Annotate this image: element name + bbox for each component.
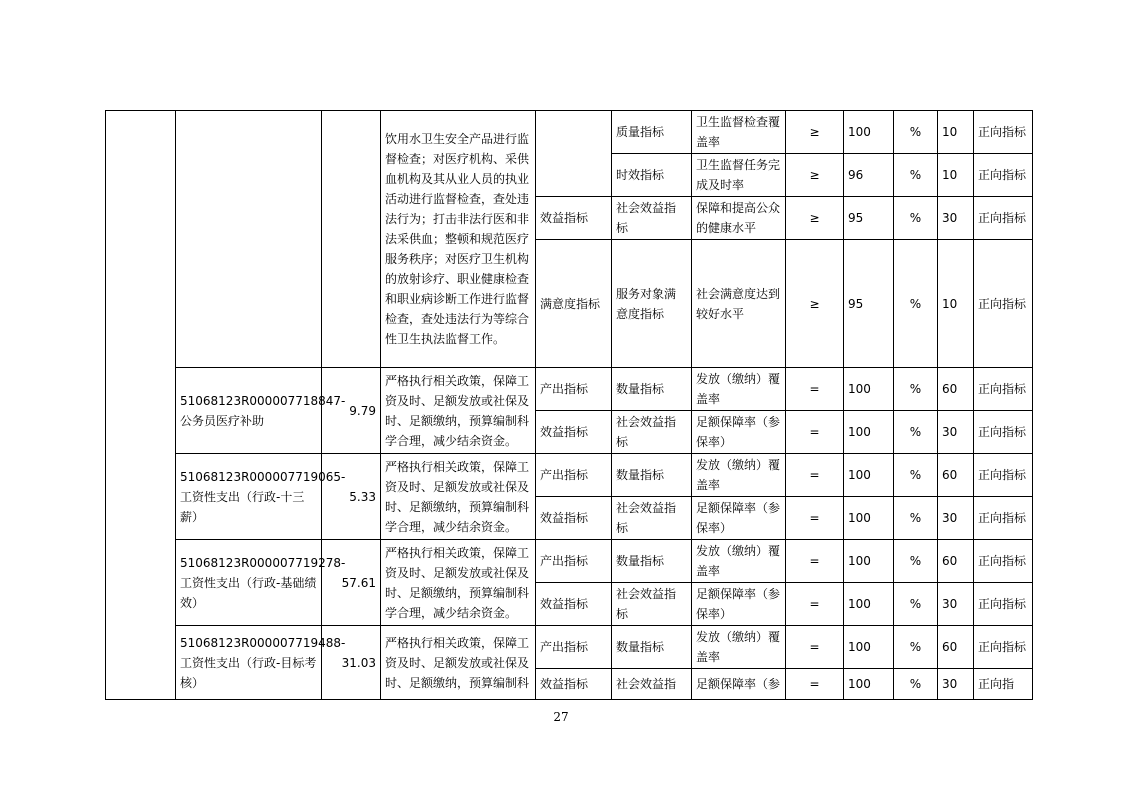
project-description: 严格执行相关政策，保障工资及时、足额发放或社保及时、足额缴纳，预算编制科 — [381, 626, 536, 700]
indicator-weight: 30 — [938, 583, 974, 626]
indicator-value: 100 — [844, 669, 894, 700]
indicator-operator: ≥ — [786, 240, 844, 368]
indicator-unit: % — [894, 583, 938, 626]
indicator-operator: = — [786, 411, 844, 454]
indicator-level2: 数量指标 — [612, 626, 692, 669]
indicator-operator: ≥ — [786, 197, 844, 240]
indicator-unit: % — [894, 368, 938, 411]
indicator-weight: 60 — [938, 454, 974, 497]
indicator-direction: 正向指标 — [974, 626, 1033, 669]
indicator-level3: 发放（缴纳）覆盖率 — [692, 368, 786, 411]
indicator-value: 100 — [844, 111, 894, 154]
indicator-unit: % — [894, 240, 938, 368]
indicator-direction: 正向指标 — [974, 240, 1033, 368]
indicator-operator: = — [786, 454, 844, 497]
indicator-level3: 发放（缴纳）覆盖率 — [692, 454, 786, 497]
indicator-level2: 社会效益指 — [612, 669, 692, 700]
indicator-level2: 数量指标 — [612, 368, 692, 411]
project-description: 严格执行相关政策，保障工资及时、足额发放或社保及时、足额缴纳，预算编制科学合理，减少结余资金。 — [381, 454, 536, 540]
indicator-direction: 正向指标 — [974, 368, 1033, 411]
indicator-direction: 正向指标 — [974, 197, 1033, 240]
indicator-unit: % — [894, 540, 938, 583]
indicator-value: 100 — [844, 368, 894, 411]
indicator-level2: 时效指标 — [612, 154, 692, 197]
indicator-operator: = — [786, 497, 844, 540]
indicator-value: 100 — [844, 411, 894, 454]
indicator-weight: 60 — [938, 626, 974, 669]
project-name: 51068123R000007719488-工资性支出（行政-目标考核） — [176, 626, 322, 700]
indicator-level1: 产出指标 — [536, 540, 612, 583]
indicator-level3: 发放（缴纳）覆盖率 — [692, 540, 786, 583]
indicator-value: 95 — [844, 240, 894, 368]
indicator-weight: 30 — [938, 669, 974, 700]
project-amount: 9.79 — [322, 368, 381, 454]
indicator-level2: 社会效益指标 — [612, 583, 692, 626]
table-row — [106, 111, 1033, 154]
indicator-value: 95 — [844, 197, 894, 240]
indicator-level2: 服务对象满意度指标 — [612, 240, 692, 368]
indicator-unit: % — [894, 454, 938, 497]
indicator-level2: 社会效益指标 — [612, 497, 692, 540]
indicator-direction: 正向指标 — [974, 154, 1033, 197]
indicator-level3: 足额保障率（参保率） — [692, 583, 786, 626]
page-number: 27 — [553, 710, 569, 724]
indicator-weight: 30 — [938, 197, 974, 240]
project-description: 严格执行相关政策，保障工资及时、足额发放或社保及时、足额缴纳，预算编制科学合理，减少结余资金。 — [381, 368, 536, 454]
indicator-operator: = — [786, 540, 844, 583]
indicator-value: 96 — [844, 154, 894, 197]
indicator-level2: 质量指标 — [612, 111, 692, 154]
indicator-level2: 数量指标 — [612, 540, 692, 583]
indicator-level3: 发放（缴纳）覆盖率 — [692, 626, 786, 669]
indicator-weight: 60 — [938, 540, 974, 583]
indicator-weight: 10 — [938, 154, 974, 197]
project-amount-cell — [322, 111, 381, 368]
table-row — [106, 454, 1033, 497]
indicator-level1 — [536, 111, 612, 197]
indicator-level3: 卫生监督任务完成及时率 — [692, 154, 786, 197]
indicator-level3: 卫生监督检查覆盖率 — [692, 111, 786, 154]
indicator-level2: 社会效益指标 — [612, 411, 692, 454]
indicator-value: 100 — [844, 540, 894, 583]
indicator-level3: 保障和提高公众的健康水平 — [692, 197, 786, 240]
indicator-weight: 10 — [938, 111, 974, 154]
project-amount: 31.03 — [322, 626, 381, 700]
project-name: 51068123R000007718847-公务员医疗补助 — [176, 368, 322, 454]
indicator-level1: 产出指标 — [536, 368, 612, 411]
indicator-unit: % — [894, 197, 938, 240]
project-amount: 5.33 — [322, 454, 381, 540]
indicator-operator: = — [786, 583, 844, 626]
indicator-unit: % — [894, 411, 938, 454]
indicator-direction: 正向指标 — [974, 454, 1033, 497]
indicator-weight: 60 — [938, 368, 974, 411]
indicator-value: 100 — [844, 454, 894, 497]
indicator-level1: 效益指标 — [536, 497, 612, 540]
indicator-level1: 满意度指标 — [536, 240, 612, 368]
project-name-cell — [176, 111, 322, 368]
indicator-level3: 社会满意度达到较好水平 — [692, 240, 786, 368]
indicator-level1: 产出指标 — [536, 626, 612, 669]
indicator-level1: 效益指标 — [536, 669, 612, 700]
indicator-direction: 正向指 — [974, 669, 1033, 700]
project-name: 51068123R000007719278-工资性支出（行政-基础绩效） — [176, 540, 322, 626]
indicator-level3: 足额保障率（参保率） — [692, 411, 786, 454]
indicator-value: 100 — [844, 497, 894, 540]
dept-cell — [106, 111, 176, 700]
indicator-level3: 足额保障率（参 — [692, 669, 786, 700]
indicator-direction: 正向指标 — [974, 497, 1033, 540]
indicator-level1: 效益指标 — [536, 197, 612, 240]
indicator-level1: 效益指标 — [536, 583, 612, 626]
indicator-level1: 产出指标 — [536, 454, 612, 497]
indicator-value: 100 — [844, 583, 894, 626]
indicator-operator: = — [786, 368, 844, 411]
indicator-unit: % — [894, 154, 938, 197]
indicator-direction: 正向指标 — [974, 111, 1033, 154]
indicator-operator: ≥ — [786, 154, 844, 197]
indicator-weight: 30 — [938, 497, 974, 540]
indicator-unit: % — [894, 669, 938, 700]
performance-indicator-table — [105, 110, 1033, 700]
indicator-weight: 30 — [938, 411, 974, 454]
project-amount: 57.61 — [322, 540, 381, 626]
indicator-direction: 正向指标 — [974, 411, 1033, 454]
project-description: 饮用水卫生安全产品进行监督检查；对医疗机构、采供血机构及其从业人员的执业活动进行监督检查，查处违法行为；打击非法行医和非法采供血；整顿和规范医疗服务秩序；对医疗卫生机构的放射诊疗、职业健康检查和职业病诊断工作进行监督检查，查处违法行为等综合性卫生执法监督工作。 — [381, 111, 536, 368]
project-name: 51068123R000007719065-工资性支出（行政-十三薪） — [176, 454, 322, 540]
indicator-level2: 社会效益指标 — [612, 197, 692, 240]
indicator-value: 100 — [844, 626, 894, 669]
project-description: 严格执行相关政策，保障工资及时、足额发放或社保及时、足额缴纳，预算编制科学合理，减少结余资金。 — [381, 540, 536, 626]
table-row — [106, 626, 1033, 669]
indicator-weight: 10 — [938, 240, 974, 368]
table-row — [106, 368, 1033, 411]
indicator-unit: % — [894, 111, 938, 154]
indicator-direction: 正向指标 — [974, 540, 1033, 583]
indicator-level2: 数量指标 — [612, 454, 692, 497]
indicator-operator: ≥ — [786, 111, 844, 154]
table-row — [106, 540, 1033, 583]
indicator-direction: 正向指标 — [974, 583, 1033, 626]
indicator-unit: % — [894, 497, 938, 540]
indicator-unit: % — [894, 626, 938, 669]
indicator-operator: = — [786, 669, 844, 700]
indicator-level3: 足额保障率（参保率） — [692, 497, 786, 540]
indicator-level1: 效益指标 — [536, 411, 612, 454]
indicator-operator: = — [786, 626, 844, 669]
